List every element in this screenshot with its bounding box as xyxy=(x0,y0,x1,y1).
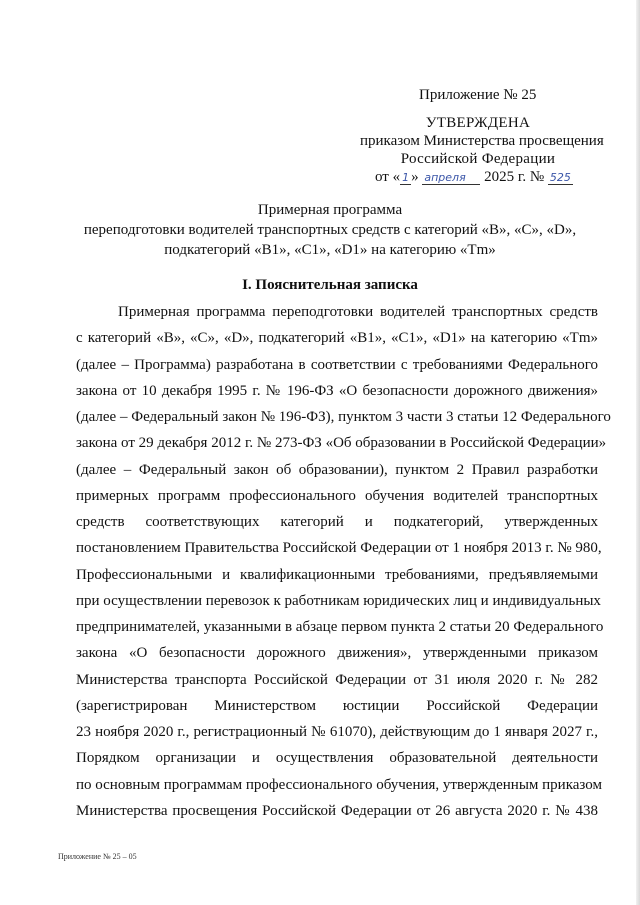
appendix-number: Приложение № 25 xyxy=(419,87,537,103)
body-line: (далее – Программа) разработана в соответствии с требованиями Федерального xyxy=(76,356,598,373)
approved-by-line-1: приказом Министерства просвещения xyxy=(360,133,604,149)
body-line: по основным программам профессионального обучения, утвержденным приказом xyxy=(76,776,602,793)
date-prefix: от « xyxy=(375,169,401,185)
approved-by-line-2: Российской Федерации xyxy=(400,151,556,167)
page-footer: Приложение № 25 – 05 xyxy=(58,852,137,861)
body-line: Порядком организации и осуществления образовательной деятельности xyxy=(76,750,598,767)
program-title-line-2: переподготовки водителей транспортных средств с категорий «B», «C», «D», xyxy=(83,222,577,238)
body-line: Профессиональными и квалификационными требованиями, предъявляемыми xyxy=(76,566,598,583)
body-line: постановлением Правительства Российской Федерации от 1 ноября 2013 г. № 980, xyxy=(76,540,602,557)
body-line: (зарегистрирован Министерством юстиции Российской Федерации xyxy=(76,697,598,714)
body-line: (далее – Федеральный закон об образовании), пунктом 2 Правил разработки xyxy=(76,461,598,478)
section-heading: I. Пояснительная записка xyxy=(242,277,418,293)
order-date-line xyxy=(360,168,596,186)
date-mid: » xyxy=(411,169,419,185)
approval-block xyxy=(360,114,604,186)
approved-title: УТВЕРЖДЕНА xyxy=(425,115,531,131)
body-line: (далее – Федеральный закон № 196-ФЗ), пунктом 3 части 3 статьи 12 Федерального xyxy=(76,409,611,425)
handwritten-month: апреля xyxy=(422,171,480,185)
body-line: предпринимателей, указанными в абзаце первом пункта 2 статьи 20 Федерального xyxy=(76,619,604,635)
body-line: средств соответствующих категорий и подкатегорий, утвержденных xyxy=(76,514,598,530)
body-line: закона от 10 декабря 1995 г. № 196-ФЗ «О безопасности дорожного движения» xyxy=(76,382,598,399)
handwritten-day: 1 xyxy=(402,171,410,184)
body-line: Министерства транспорта Российской Федерации от 31 июля 2020 г. № 282 xyxy=(76,671,598,688)
body-text xyxy=(76,299,611,824)
date-year: 2025 г. № xyxy=(484,169,545,185)
body-line: 23 ноября 2020 г., регистрационный № 61070), действующим до 1 января 2027 г., xyxy=(76,724,598,740)
page-edge xyxy=(636,0,640,905)
program-title-line-3: подкатегорий «B1», «C1», «D1» на категорию «Tm» xyxy=(164,242,496,258)
body-line: Министерства просвещения Российской Федерации от 26 августа 2020 г. № 438 xyxy=(76,802,598,819)
handwritten-order-number: 525 xyxy=(549,171,571,184)
body-line: примерных программ профессионального обучения водителей транспортных xyxy=(76,487,598,504)
program-title xyxy=(68,200,592,260)
body-line: закона «О безопасности дорожного движения», утвержденными приказом xyxy=(76,645,598,662)
body-line: при осуществлении перевозок к работникам юридических лиц и индивидуальных xyxy=(76,592,601,609)
program-title-line-1: Примерная программа xyxy=(257,202,403,218)
body-line: Примерная программа переподготовки водителей транспортных средств xyxy=(118,304,598,320)
body-line: закона от 29 декабря 2012 г. № 273-ФЗ «Об образовании в Российской Федерации» xyxy=(76,435,607,452)
body-line: с категорий «B», «C», «D», подкатегорий «B1», «C1», «D1» на категорию «Tm» xyxy=(76,330,598,347)
